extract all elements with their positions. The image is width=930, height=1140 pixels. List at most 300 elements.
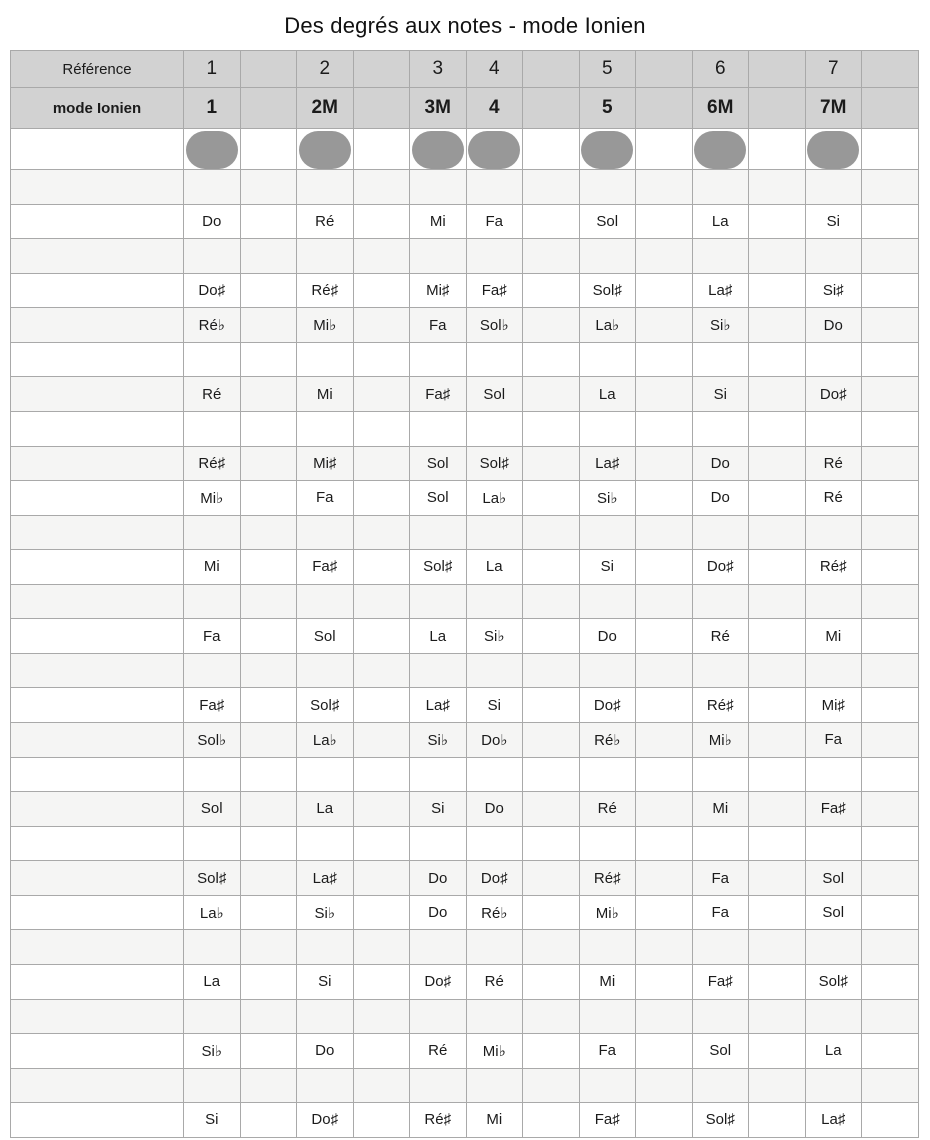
empty-cell <box>636 515 693 550</box>
empty-note-cell <box>523 446 580 481</box>
note-row-mi <box>11 550 919 585</box>
empty-header-cell <box>240 51 297 88</box>
empty-cell <box>240 584 297 619</box>
note-cell: Fa <box>184 619 241 654</box>
empty-note-cell <box>523 273 580 308</box>
empty-note-cell <box>862 204 919 239</box>
row-label-cell <box>11 688 184 723</box>
note-cell: Do <box>410 861 467 896</box>
empty-cell <box>410 411 467 446</box>
empty-cell <box>353 342 410 377</box>
empty-cell <box>240 999 297 1034</box>
row-label-cell <box>11 584 184 619</box>
empty-note-cell <box>862 895 919 930</box>
degree-oval-icon <box>581 131 633 169</box>
empty-cell <box>410 515 467 550</box>
empty-note-cell <box>749 273 806 308</box>
empty-note-cell <box>862 792 919 827</box>
empty-cell <box>184 584 241 619</box>
empty-cell <box>862 411 919 446</box>
marker-row-label <box>11 129 184 170</box>
note-cell: Si♭ <box>410 723 467 758</box>
empty-note-cell <box>749 481 806 516</box>
empty-cell <box>297 826 354 861</box>
degree-header-cell: 5 <box>579 51 636 88</box>
empty-cell <box>523 411 580 446</box>
empty-header-cell <box>353 51 410 88</box>
note-cell: Mi <box>410 204 467 239</box>
empty-cell <box>692 239 749 274</box>
empty-cell <box>636 411 693 446</box>
note-cell: Do <box>297 1034 354 1069</box>
note-row-do <box>11 204 919 239</box>
empty-cell <box>523 826 580 861</box>
empty-note-cell <box>862 273 919 308</box>
empty-note-cell <box>353 377 410 412</box>
empty-cell <box>240 1068 297 1103</box>
note-cell: Sol <box>805 895 862 930</box>
empty-cell <box>579 1068 636 1103</box>
empty-cell <box>805 930 862 965</box>
empty-cell <box>353 653 410 688</box>
note-cell: Mi♯ <box>297 446 354 481</box>
empty-cell <box>184 170 241 205</box>
empty-cell <box>636 584 693 619</box>
note-cell: Mi <box>579 964 636 999</box>
note-cell: Mi <box>184 550 241 585</box>
empty-note-cell <box>862 481 919 516</box>
empty-cell <box>523 342 580 377</box>
empty-cell <box>410 930 467 965</box>
empty-cell <box>353 930 410 965</box>
empty-note-cell <box>240 723 297 758</box>
empty-cell <box>579 170 636 205</box>
degree-header-cell: 7M <box>805 88 862 129</box>
note-cell: Ré <box>297 204 354 239</box>
empty-cell <box>410 1068 467 1103</box>
note-row-si <box>11 1103 919 1138</box>
empty-marker-cell <box>240 129 297 170</box>
empty-cell <box>240 411 297 446</box>
note-cell: Si♭ <box>692 308 749 343</box>
empty-note-cell <box>636 688 693 723</box>
empty-cell <box>240 170 297 205</box>
empty-cell <box>862 1068 919 1103</box>
note-cell: Do♯ <box>805 377 862 412</box>
empty-note-cell <box>523 723 580 758</box>
note-cell: Ré <box>805 481 862 516</box>
empty-note-cell <box>749 204 806 239</box>
empty-cell <box>862 930 919 965</box>
empty-header-cell <box>353 88 410 129</box>
note-cell: Sol <box>805 861 862 896</box>
degree-header-cell: 2M <box>297 88 354 129</box>
empty-cell <box>240 515 297 550</box>
note-cell: Ré♯ <box>579 861 636 896</box>
note-cell: Sol♯ <box>184 861 241 896</box>
note-cell: Fa <box>579 1034 636 1069</box>
note-cell: La <box>692 204 749 239</box>
empty-note-cell <box>523 308 580 343</box>
empty-cell <box>805 1068 862 1103</box>
note-cell: Do♯ <box>579 688 636 723</box>
note-cell: Ré <box>184 377 241 412</box>
spacer-row <box>11 170 919 205</box>
marker-cell <box>466 129 523 170</box>
degree-oval-icon <box>807 131 859 169</box>
note-cell: Sol♯ <box>692 1103 749 1138</box>
note-cell: Fa♯ <box>692 964 749 999</box>
row-label-cell <box>11 411 184 446</box>
empty-note-cell <box>636 273 693 308</box>
empty-cell <box>805 757 862 792</box>
empty-cell <box>692 342 749 377</box>
empty-cell <box>410 999 467 1034</box>
empty-cell <box>466 653 523 688</box>
header-row-mode-ionien <box>11 88 919 129</box>
empty-note-cell <box>240 861 297 896</box>
marker-cell <box>410 129 467 170</box>
note-cell: La <box>184 964 241 999</box>
note-cell: Do <box>184 204 241 239</box>
note-cell: Si♭ <box>184 1034 241 1069</box>
row-label-cell <box>11 619 184 654</box>
empty-note-cell <box>749 446 806 481</box>
empty-note-cell <box>523 619 580 654</box>
empty-note-cell <box>240 481 297 516</box>
note-cell: Sol♯ <box>805 964 862 999</box>
empty-note-cell <box>523 688 580 723</box>
empty-note-cell <box>240 688 297 723</box>
empty-note-cell <box>636 619 693 654</box>
empty-cell <box>297 999 354 1034</box>
empty-marker-cell <box>749 129 806 170</box>
empty-note-cell <box>523 861 580 896</box>
note-cell: La <box>579 377 636 412</box>
marker-cell <box>805 129 862 170</box>
note-cell: Mi <box>692 792 749 827</box>
empty-cell <box>636 239 693 274</box>
empty-cell <box>184 757 241 792</box>
spacer-row <box>11 342 919 377</box>
note-cell: La♯ <box>579 446 636 481</box>
note-cell: Sol <box>297 619 354 654</box>
empty-cell <box>692 584 749 619</box>
empty-cell <box>579 930 636 965</box>
note-cell: Ré♭ <box>579 723 636 758</box>
note-cell: La♯ <box>410 688 467 723</box>
empty-cell <box>579 826 636 861</box>
note-cell: Ré <box>692 619 749 654</box>
note-cell: Mi♭ <box>692 723 749 758</box>
empty-cell <box>749 411 806 446</box>
empty-cell <box>749 930 806 965</box>
empty-note-cell <box>353 861 410 896</box>
empty-cell <box>466 757 523 792</box>
note-row-fa-sharp <box>11 688 919 723</box>
note-row-sol <box>11 792 919 827</box>
page <box>0 13 930 1138</box>
empty-cell <box>297 515 354 550</box>
empty-cell <box>184 653 241 688</box>
note-row-fa <box>11 619 919 654</box>
empty-cell <box>805 999 862 1034</box>
empty-marker-cell <box>862 129 919 170</box>
row-label-cell <box>11 653 184 688</box>
note-cell: Do♯ <box>297 1103 354 1138</box>
empty-cell <box>636 342 693 377</box>
empty-cell <box>410 239 467 274</box>
row-label-cell <box>11 239 184 274</box>
empty-note-cell <box>862 308 919 343</box>
note-row-re-sharp <box>11 446 919 481</box>
degree-header-cell: 6 <box>692 51 749 88</box>
empty-cell <box>466 1068 523 1103</box>
row-label-cell <box>11 308 184 343</box>
empty-note-cell <box>636 550 693 585</box>
degree-header-cell: 6M <box>692 88 749 129</box>
empty-note-cell <box>353 792 410 827</box>
empty-cell <box>636 930 693 965</box>
empty-cell <box>353 170 410 205</box>
empty-cell <box>692 757 749 792</box>
row-label-cell <box>11 446 184 481</box>
note-cell: Ré♯ <box>184 446 241 481</box>
note-cell: Mi♭ <box>297 308 354 343</box>
degree-oval-icon <box>299 131 351 169</box>
note-cell: Sol <box>410 446 467 481</box>
empty-cell <box>805 170 862 205</box>
empty-cell <box>692 826 749 861</box>
empty-note-cell <box>353 273 410 308</box>
note-cell: La <box>410 619 467 654</box>
row-label-cell <box>11 1068 184 1103</box>
empty-cell <box>353 584 410 619</box>
spacer-row <box>11 411 919 446</box>
note-cell: Do♭ <box>466 723 523 758</box>
note-cell: Si <box>579 550 636 585</box>
empty-cell <box>636 999 693 1034</box>
note-cell: Sol <box>466 377 523 412</box>
note-cell: Fa <box>805 723 862 758</box>
header-row-reference <box>11 51 919 88</box>
empty-cell <box>353 757 410 792</box>
note-cell: Sol <box>410 481 467 516</box>
empty-cell <box>297 170 354 205</box>
note-cell: Si <box>805 204 862 239</box>
spacer-row <box>11 239 919 274</box>
note-row-mi-flat <box>11 481 919 516</box>
note-cell: Mi♭ <box>579 895 636 930</box>
empty-note-cell <box>353 204 410 239</box>
empty-cell <box>466 515 523 550</box>
empty-cell <box>184 826 241 861</box>
empty-cell <box>523 239 580 274</box>
empty-note-cell <box>749 792 806 827</box>
note-cell: Do <box>692 481 749 516</box>
note-cell: Ré♯ <box>297 273 354 308</box>
empty-cell <box>862 170 919 205</box>
empty-cell <box>749 826 806 861</box>
empty-note-cell <box>749 1034 806 1069</box>
empty-cell <box>805 239 862 274</box>
note-cell: Sol♯ <box>297 688 354 723</box>
empty-cell <box>579 584 636 619</box>
row-label-cell <box>11 342 184 377</box>
empty-note-cell <box>749 723 806 758</box>
empty-header-cell <box>862 88 919 129</box>
empty-note-cell <box>636 204 693 239</box>
empty-cell <box>692 653 749 688</box>
row-label-cell <box>11 964 184 999</box>
spacer-row <box>11 930 919 965</box>
empty-header-cell <box>636 51 693 88</box>
empty-header-cell <box>523 51 580 88</box>
empty-cell <box>410 653 467 688</box>
empty-cell <box>523 515 580 550</box>
note-cell: Ré <box>805 446 862 481</box>
empty-note-cell <box>353 723 410 758</box>
empty-note-cell <box>240 964 297 999</box>
empty-cell <box>466 342 523 377</box>
empty-note-cell <box>636 377 693 412</box>
empty-note-cell <box>749 550 806 585</box>
empty-cell <box>749 757 806 792</box>
empty-note-cell <box>862 1034 919 1069</box>
note-cell: Sol♯ <box>579 273 636 308</box>
note-cell: Si♯ <box>805 273 862 308</box>
empty-note-cell <box>636 446 693 481</box>
empty-cell <box>862 515 919 550</box>
empty-note-cell <box>353 446 410 481</box>
empty-note-cell <box>862 550 919 585</box>
empty-cell <box>410 584 467 619</box>
empty-note-cell <box>749 377 806 412</box>
note-cell: Si <box>466 688 523 723</box>
empty-cell <box>184 515 241 550</box>
empty-cell <box>636 1068 693 1103</box>
empty-note-cell <box>636 308 693 343</box>
spacer-row <box>11 515 919 550</box>
page-title: Des degrés aux notes - mode Ionien <box>284 13 646 38</box>
empty-marker-cell <box>523 129 580 170</box>
degree-oval-icon <box>186 131 238 169</box>
spacer-row <box>11 584 919 619</box>
empty-note-cell <box>749 964 806 999</box>
empty-note-cell <box>240 308 297 343</box>
empty-cell <box>240 930 297 965</box>
row-label-cell <box>11 204 184 239</box>
empty-cell <box>353 515 410 550</box>
header-row-label: Référence <box>11 51 184 88</box>
note-cell: Mi♯ <box>410 273 467 308</box>
empty-cell <box>805 826 862 861</box>
empty-cell <box>523 653 580 688</box>
empty-cell <box>749 170 806 205</box>
row-label-cell <box>11 895 184 930</box>
empty-cell <box>749 584 806 619</box>
empty-note-cell <box>636 481 693 516</box>
empty-cell <box>692 1068 749 1103</box>
note-cell: Mi♯ <box>805 688 862 723</box>
empty-cell <box>410 826 467 861</box>
empty-note-cell <box>523 550 580 585</box>
note-cell: La♭ <box>579 308 636 343</box>
empty-cell <box>749 239 806 274</box>
empty-cell <box>636 826 693 861</box>
note-cell: Ré <box>466 964 523 999</box>
row-label-cell <box>11 861 184 896</box>
empty-cell <box>862 826 919 861</box>
empty-cell <box>805 411 862 446</box>
degree-header-cell: 1 <box>184 51 241 88</box>
row-label-cell <box>11 723 184 758</box>
empty-cell <box>862 999 919 1034</box>
row-label-cell <box>11 1103 184 1138</box>
empty-note-cell <box>749 688 806 723</box>
empty-note-cell <box>749 895 806 930</box>
note-cell: La♭ <box>184 895 241 930</box>
note-cell: La♯ <box>297 861 354 896</box>
empty-note-cell <box>240 273 297 308</box>
empty-cell <box>297 653 354 688</box>
note-cell: Mi♭ <box>466 1034 523 1069</box>
empty-header-cell <box>523 88 580 129</box>
empty-cell <box>523 170 580 205</box>
empty-cell <box>184 239 241 274</box>
empty-cell <box>353 239 410 274</box>
empty-cell <box>579 342 636 377</box>
note-cell: Si♭ <box>466 619 523 654</box>
empty-cell <box>579 757 636 792</box>
empty-cell <box>297 342 354 377</box>
empty-header-cell <box>862 51 919 88</box>
empty-marker-cell <box>636 129 693 170</box>
empty-cell <box>297 584 354 619</box>
degree-header-cell: 3 <box>410 51 467 88</box>
empty-note-cell <box>749 619 806 654</box>
note-cell: Si♭ <box>579 481 636 516</box>
header-row-label: mode Ionien <box>11 88 184 129</box>
empty-cell <box>862 342 919 377</box>
note-cell: Sol <box>692 1034 749 1069</box>
note-cell: Fa <box>297 481 354 516</box>
empty-header-cell <box>749 51 806 88</box>
row-label-cell <box>11 757 184 792</box>
empty-cell <box>297 930 354 965</box>
note-cell: Do♯ <box>692 550 749 585</box>
degrees-to-notes-table <box>10 50 919 1138</box>
empty-note-cell <box>353 688 410 723</box>
spacer-row <box>11 999 919 1034</box>
empty-note-cell <box>240 619 297 654</box>
note-cell: Ré♯ <box>692 688 749 723</box>
empty-cell <box>523 999 580 1034</box>
note-cell: Fa♯ <box>410 377 467 412</box>
note-cell: Fa♯ <box>805 792 862 827</box>
empty-note-cell <box>353 1103 410 1138</box>
empty-note-cell <box>636 1034 693 1069</box>
empty-note-cell <box>353 308 410 343</box>
empty-note-cell <box>749 308 806 343</box>
empty-cell <box>749 653 806 688</box>
empty-cell <box>805 584 862 619</box>
degree-header-cell: 4 <box>466 88 523 129</box>
empty-note-cell <box>240 377 297 412</box>
degree-header-cell: 5 <box>579 88 636 129</box>
empty-note-cell <box>240 792 297 827</box>
row-label-cell <box>11 481 184 516</box>
